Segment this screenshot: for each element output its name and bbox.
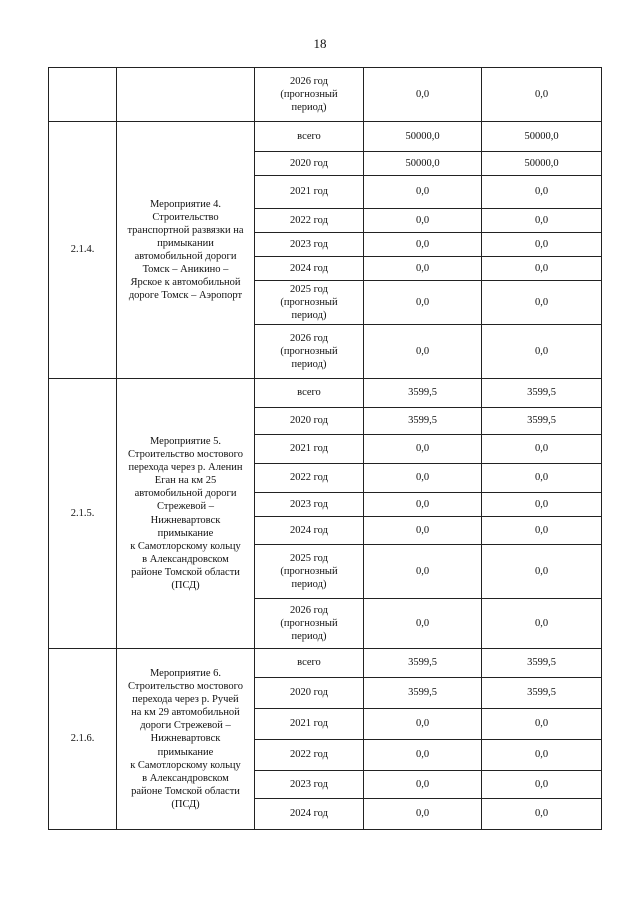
amount-total-cell: 50000,0 <box>364 122 482 152</box>
amount-total-cell: 3599,5 <box>364 379 482 408</box>
amount-total-cell: 0,0 <box>364 176 482 209</box>
amount-source-cell: 0,0 <box>482 771 602 799</box>
measure-number-cell: 2.1.4. <box>49 122 117 379</box>
amount-source-cell: 0,0 <box>482 176 602 209</box>
amount-source-cell: 0,0 <box>482 435 602 464</box>
page-number: 18 <box>313 36 327 51</box>
amount-source-cell: 3599,5 <box>482 408 602 435</box>
measure-number-cell <box>49 68 117 122</box>
amount-source-cell: 0,0 <box>482 517 602 545</box>
amount-total-cell: 3599,5 <box>364 678 482 709</box>
amount-total-cell: 3599,5 <box>364 408 482 435</box>
amount-total-cell: 0,0 <box>364 464 482 493</box>
table-row <box>49 379 602 408</box>
amount-source-cell: 0,0 <box>482 599 602 649</box>
period-cell: 2025 год (прогнозный период) <box>255 545 364 599</box>
period-cell: 2020 год <box>255 678 364 709</box>
amount-total-cell: 0,0 <box>364 281 482 325</box>
amount-source-cell: 50000,0 <box>482 152 602 176</box>
amount-source-cell: 0,0 <box>482 464 602 493</box>
table-row <box>49 68 602 122</box>
amount-total-cell: 0,0 <box>364 709 482 740</box>
amount-total-cell: 0,0 <box>364 517 482 545</box>
measure-name-cell: Мероприятие 4. Строительство транспортной развязки на примыкании автомобильной дороги Томск – Аникино – Ярское к автомобильной дороге Томск – Аэропорт <box>117 122 255 379</box>
amount-source-cell: 0,0 <box>482 325 602 379</box>
amount-source-cell: 0,0 <box>482 709 602 740</box>
amount-source-cell: 3599,5 <box>482 649 602 678</box>
amount-source-cell: 0,0 <box>482 257 602 281</box>
period-cell: всего <box>255 379 364 408</box>
amount-source-cell: 0,0 <box>482 209 602 233</box>
period-cell: 2024 год <box>255 799 364 830</box>
amount-total-cell: 0,0 <box>364 771 482 799</box>
amount-total-cell: 3599,5 <box>364 649 482 678</box>
amount-source-cell: 0,0 <box>482 493 602 517</box>
measure-number-cell: 2.1.5. <box>49 379 117 649</box>
period-cell: 2025 год (прогнозный период) <box>255 281 364 325</box>
period-cell: всего <box>255 649 364 678</box>
measure-name-cell: Мероприятие 6. Строительство мостового перехода через р. Ручей на км 29 автомобильной дороги Стрежевой – Нижневартовск примыкание к Самотлорскому кольцу в Александровском районе Томской области (ПСД) <box>117 649 255 830</box>
amount-total-cell: 0,0 <box>364 740 482 771</box>
period-cell: 2026 год (прогнозный период) <box>255 68 364 122</box>
period-cell: 2020 год <box>255 152 364 176</box>
period-cell: 2021 год <box>255 435 364 464</box>
amount-total-cell: 50000,0 <box>364 152 482 176</box>
amount-total-cell: 0,0 <box>364 599 482 649</box>
period-cell: 2023 год <box>255 233 364 257</box>
amount-total-cell: 0,0 <box>364 209 482 233</box>
amount-total-cell: 0,0 <box>364 493 482 517</box>
amount-total-cell: 0,0 <box>364 257 482 281</box>
period-cell: 2021 год <box>255 709 364 740</box>
amount-total-cell: 0,0 <box>364 233 482 257</box>
amount-total-cell: 0,0 <box>364 799 482 830</box>
amount-total-cell: 0,0 <box>364 68 482 122</box>
budget-table-body <box>49 68 602 830</box>
amount-source-cell: 0,0 <box>482 281 602 325</box>
period-cell: 2022 год <box>255 464 364 493</box>
period-cell: 2023 год <box>255 771 364 799</box>
period-cell: 2026 год (прогнозный период) <box>255 325 364 379</box>
period-cell: 2022 год <box>255 209 364 233</box>
table-row <box>49 122 602 152</box>
period-cell: 2024 год <box>255 257 364 281</box>
period-cell: 2020 год <box>255 408 364 435</box>
amount-total-cell: 0,0 <box>364 545 482 599</box>
amount-total-cell: 0,0 <box>364 435 482 464</box>
period-cell: всего <box>255 122 364 152</box>
amount-source-cell: 0,0 <box>482 740 602 771</box>
table-row <box>49 649 602 678</box>
amount-source-cell: 0,0 <box>482 799 602 830</box>
period-cell: 2024 год <box>255 517 364 545</box>
period-cell: 2023 год <box>255 493 364 517</box>
amount-source-cell: 50000,0 <box>482 122 602 152</box>
amount-total-cell: 0,0 <box>364 325 482 379</box>
amount-source-cell: 3599,5 <box>482 379 602 408</box>
period-cell: 2026 год (прогнозный период) <box>255 599 364 649</box>
amount-source-cell: 0,0 <box>482 233 602 257</box>
period-cell: 2021 год <box>255 176 364 209</box>
amount-source-cell: 0,0 <box>482 545 602 599</box>
measure-number-cell: 2.1.6. <box>49 649 117 830</box>
amount-source-cell: 3599,5 <box>482 678 602 709</box>
amount-source-cell: 0,0 <box>482 68 602 122</box>
measure-name-cell: Мероприятие 5. Строительство мостового перехода через р. Аленин Еган на км 25 автомобильной дороги Стрежевой – Нижневартовск примыкание к Самотлорскому кольцу в Александровском районе Томской области (ПСД) <box>117 379 255 649</box>
budget-table <box>48 67 602 830</box>
period-cell: 2022 год <box>255 740 364 771</box>
measure-name-cell <box>117 68 255 122</box>
